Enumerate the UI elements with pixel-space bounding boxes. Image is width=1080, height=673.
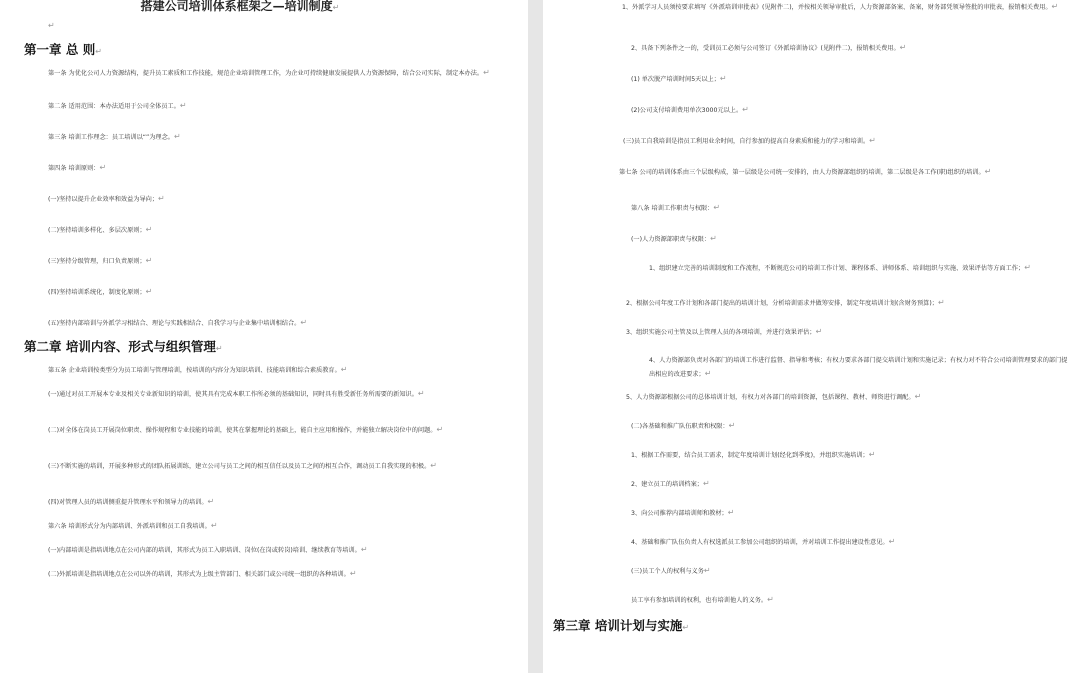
team-duty-2-paragraph — [631, 477, 1068, 491]
principle-1-paragraph — [24, 192, 516, 206]
paragraph-mark-icon: ↵ — [914, 392, 922, 401]
external-1-paragraph — [622, 0, 1068, 26]
paragraph-mark-icon: ↵ — [360, 545, 368, 554]
document-title — [24, 0, 516, 14]
paragraph-text: 5、人力资源部根据公司的总体培训计划，有权力对各部门的培训资源，包括课程、教材、师资进行调配。 — [626, 394, 915, 401]
paragraph-mark-icon: ↵ — [869, 136, 876, 145]
paragraph-text: (一)内部培训是指培训地点在公司内部的培训，其形式为员工入职培训、岗位(在岗或转岗)培训、继续教育等培训。 — [48, 547, 361, 554]
paragraph-mark-icon: ↵ — [719, 74, 727, 83]
paragraph-mark-icon: ↵ — [215, 344, 223, 353]
page-gap — [528, 0, 543, 673]
paragraph-mark-icon: ↵ — [417, 389, 425, 398]
principle-4-paragraph — [24, 285, 516, 299]
paragraph-mark-icon: ↵ — [703, 566, 711, 575]
content-1-paragraph — [24, 387, 516, 413]
paragraph-text: (三)员工个人的权利与义务 — [631, 568, 704, 575]
paragraph-mark-icon: ↵ — [340, 365, 348, 374]
paragraph-mark-icon: ↵ — [868, 450, 876, 459]
paragraph-mark-icon: ↵ — [742, 105, 749, 114]
team-duties-heading — [631, 419, 1068, 433]
article-2-paragraph — [24, 99, 516, 113]
paragraph-text: 第五条 企业培训按类型分为员工培训与管理培训，按培训的内容分为知识培训、技能培训和综合素质教育。 — [48, 367, 341, 374]
paragraph-mark-icon: ↵ — [95, 47, 102, 56]
paragraph-text: (二)外派培训是指培训地点在公司以外的培训，其形式为上级主管部门、相关部门或公司统一组织的各种培训。 — [48, 571, 350, 578]
paragraph-mark-icon: ↵ — [815, 327, 823, 336]
hr-duty-5-paragraph — [626, 390, 1068, 404]
paragraph-mark-icon: ↵ — [937, 298, 945, 307]
paragraph-text: (二)各基础和推广队伍职责和权限： — [631, 423, 729, 430]
content-3-paragraph — [24, 459, 516, 485]
paragraph-text: 第七条 公司的培训体系由三个层级构成，第一层级是公司统一安排的，由人力资源部组织的培训，第二层级是各工作(职)组织的培训。 — [619, 169, 985, 176]
paragraph-text: 2、具备下列条件之一的，受训员工必须与公司签订《外派培训协议》(见附件二)，报销相关费用。 — [631, 45, 900, 52]
principle-5-paragraph — [24, 316, 516, 330]
paragraph-mark-icon: ↵ — [145, 256, 153, 265]
paragraph-text: 第六条 培训形式分为内部培训、外派培训和员工自我培训。 — [48, 523, 211, 530]
document-title-text: 搭建公司培训体系框架之—培训制度 — [140, 0, 333, 13]
team-duty-3-paragraph — [631, 506, 1068, 520]
paragraph-text: (三)不断实施的培训，开展多种形式的团队拓展训练，建立公司与员工之间的相互信任以及员工之间的相互合作，调动员工自我实现的积极。 — [48, 463, 431, 470]
paragraph-text: (一)通过对员工开展本专业及相关专业新知识的培训，使其具有完成本职工作所必须的基础知识，同时具有胜受新任务所需要的新知识。 — [48, 391, 418, 398]
paragraph-mark-icon: ↵ — [767, 595, 774, 604]
condition-1-paragraph — [631, 72, 1068, 86]
paragraph-mark-icon: ↵ — [173, 132, 181, 141]
external-2-paragraph — [631, 41, 1068, 55]
paragraph-mark-icon: ↵ — [179, 101, 187, 110]
paragraph-mark-icon: ↵ — [727, 508, 735, 517]
paragraph-mark-icon: ↵ — [332, 3, 340, 12]
article-5-paragraph — [24, 363, 516, 377]
paragraph-text: 员工享有参加培训的权利，也有培训他人的义务。 — [631, 597, 768, 604]
paragraph-text: (二)坚持培训多样化、多层次原则； — [48, 227, 146, 234]
paragraph-text: (一)人力资源部职责与权限： — [631, 236, 711, 243]
paragraph-text: (四)坚持培训系统化，制度化原则； — [48, 289, 146, 296]
paragraph-mark-icon: ↵ — [430, 461, 437, 470]
paragraph-text: 第二条 适用范围：本办法适用于公司全体员工。 — [48, 103, 180, 110]
paragraph-text: 第四条 培训原则： — [48, 165, 100, 172]
paragraph-text: 第三条 培训工作理念：员工培训以“”为理念。 — [48, 134, 174, 141]
paragraph-text: 1、外派学习人员须按要求填写《外派培训审批表》(见附件二)，并按相关领导审批后，人力资源部备案、备案，财务部凭领导签批的审批表，报销相关费用。 — [622, 4, 1052, 11]
paragraph-text: 第八条 培训工作职责与权限： — [631, 205, 714, 212]
article-1-paragraph — [24, 66, 516, 92]
chapter-3-heading-text: 第三章 培训计划与实施 — [553, 618, 683, 633]
document-page-left — [0, 0, 528, 673]
paragraph-text: 2、根据公司年度工作计划和各部门提出的培训计划，分析培训需求并做筹安排，制定年度培训计划(含财务预算)； — [626, 300, 938, 307]
empty-paragraph: ↵ — [48, 21, 55, 30]
principle-3-paragraph — [24, 254, 516, 268]
paragraph-mark-icon: ↵ — [145, 287, 153, 296]
chapter-3-heading — [553, 617, 1068, 637]
paragraph-mark-icon: ↵ — [984, 167, 992, 176]
article-7-paragraph — [543, 165, 1068, 191]
paragraph-mark-icon: ↵ — [349, 569, 357, 578]
paragraph-mark-icon: ↵ — [888, 537, 896, 546]
hr-duty-4-paragraph — [543, 354, 1068, 380]
paragraph-mark-icon: ↵ — [728, 421, 736, 430]
hr-duty-2-paragraph — [626, 296, 1068, 310]
employee-rights-heading — [631, 564, 1068, 578]
chapter-1-heading — [24, 41, 516, 61]
hr-duties-heading — [631, 232, 1068, 246]
paragraph-mark-icon: ↵ — [713, 203, 721, 212]
paragraph-text: (2)公司支付培训费用单次3000元以上。 — [631, 107, 743, 114]
paragraph-text: 2、建立员工的培训档案； — [631, 481, 703, 488]
form-1-paragraph — [24, 543, 516, 557]
document-page-right — [543, 0, 1080, 673]
paragraph-mark-icon: ↵ — [99, 163, 107, 172]
paragraph-text: 4、人力资源部负责对各部门的培训工作进行监督、指导和考核；有权力要求各部门提交培训计划和实施记录；有权力对不符合公司培训管理要求的部门提出相应的改进要求； — [649, 357, 1068, 378]
paragraph-mark-icon: ↵ — [158, 194, 165, 203]
article-4-paragraph — [24, 161, 516, 175]
paragraph-mark-icon: ↵ — [704, 369, 712, 378]
paragraph-text: 第一条 为优化公司人力资源结构，提升员工素质和工作技能，规范企业培训管理工作，为企业可持续健康发展提供人力资源保障，结合公司实际，制定本办法。 — [48, 70, 484, 77]
article-6-paragraph — [24, 519, 516, 533]
chapter-1-heading-text: 第一章 总 则 — [24, 42, 96, 57]
hr-duty-3-paragraph — [626, 325, 1068, 339]
paragraph-text: (二)对全体在岗员工开展岗位职责、操作规程和专业技能的培训，使其在掌握理论的基础上，能自主应用和操作，并能独立解决岗位中的问题。 — [48, 427, 437, 434]
paragraph-text: (1) 单次脱产培训时间5天以上； — [631, 76, 720, 83]
article-8-paragraph — [631, 201, 1068, 215]
paragraph-text: 3、向公司推荐内部培训师和教材； — [631, 510, 728, 517]
paragraph-mark-icon: ↵ — [703, 479, 710, 488]
paragraph-mark-icon: ↵ — [682, 623, 690, 632]
team-duty-4-paragraph — [631, 535, 1068, 549]
paragraph-text: (三)坚持分级管理，归口负责原则； — [48, 258, 146, 265]
paragraph-text: (四)对管理人员的培训侧重提升管理水平和领导力的培训。 — [48, 499, 208, 506]
paragraph-mark-icon: ↵ — [207, 497, 215, 506]
chapter-2-heading — [24, 338, 516, 358]
principle-2-paragraph — [24, 223, 516, 237]
paragraph-mark-icon: ↵ — [483, 68, 490, 77]
paragraph-text: (三)员工自我培训是指员工利用业余时间，自行参加的提高自身素质和能力的学习和培训。 — [623, 138, 870, 145]
paragraph-mark-icon: ↵ — [300, 318, 308, 327]
article-3-paragraph — [24, 130, 516, 144]
condition-2-paragraph — [631, 103, 1068, 117]
paragraph-mark-icon: ↵ — [899, 43, 907, 52]
self-training-paragraph — [623, 134, 1068, 148]
content-4-paragraph — [24, 495, 516, 509]
paragraph-mark-icon: ↵ — [1024, 263, 1031, 272]
paragraph-mark-icon: ↵ — [710, 234, 717, 243]
paragraph-text: 1、组织建立完善的培训制度和工作流程，不断规范公司的培训工作计划、课程体系、讲师体系、培训组织与实施、效果评估等方面工作； — [649, 265, 1025, 272]
paragraph-text: (一)坚持以提升企业效率和效益为导向； — [48, 196, 159, 203]
paragraph-mark-icon: ↵ — [145, 225, 153, 234]
paragraph-text: (五)坚持内部培训与外派学习相结合、理论与实践相结合、自我学习与企业集中培训相结合。 — [48, 320, 301, 327]
hr-duty-1-paragraph — [543, 261, 1068, 287]
form-2-paragraph — [24, 567, 516, 581]
paragraph-mark-icon: ↵ — [436, 425, 444, 434]
paragraph-text: 3、组织实施公司主管及以上管理人员的各项培训，并进行效果评估； — [626, 329, 816, 336]
chapter-2-heading-text: 第二章 培训内容、形式与组织管理 — [24, 339, 216, 354]
paragraph-mark-icon: ↵ — [210, 521, 218, 530]
paragraph-text: 4、基础和推广队伍负责人有权选派员工参加公司组织的培训，并对培训工作提出建设性意见。 — [631, 539, 889, 546]
paragraph-mark-icon: ↵ — [1051, 2, 1059, 11]
content-2-paragraph — [24, 423, 516, 449]
employee-rights-paragraph — [631, 593, 1068, 607]
team-duty-1-paragraph — [631, 448, 1068, 462]
paragraph-text: 1、根据工作需要，结合员工需求，制定年度培训计划(经化到季度)，并组织实施培训； — [631, 452, 869, 459]
